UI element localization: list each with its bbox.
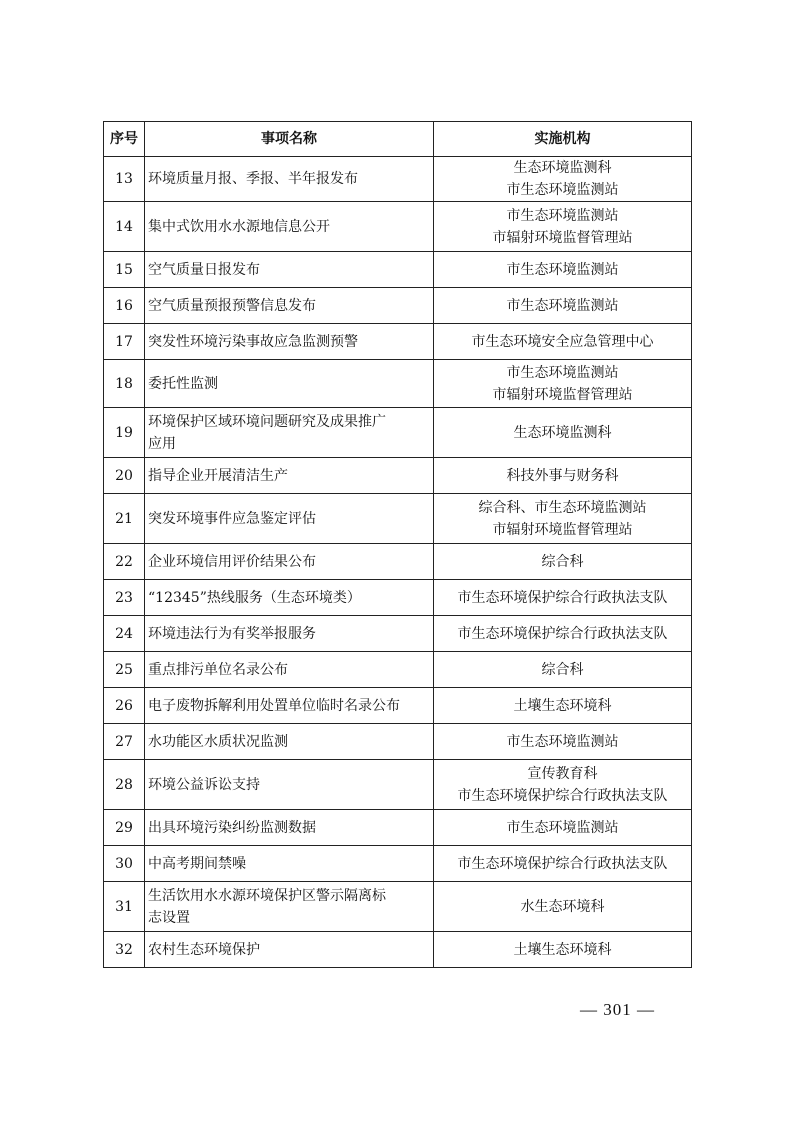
serial-number-cell: 20 — [104, 458, 145, 494]
agency-line: 市生态环境监测站 — [506, 364, 619, 381]
service-items-table — [103, 121, 692, 968]
item-name-line: 志设置 — [148, 909, 190, 926]
agency-line: 市生态环境监测站 — [506, 733, 619, 750]
item-name-cell — [145, 408, 434, 458]
implementing-agency-cell — [434, 846, 692, 882]
item-name-line: 集中式饮用水水源地信息公开 — [148, 218, 330, 235]
table-row — [104, 458, 692, 494]
agency-line: 市生态环境安全应急管理中心 — [471, 333, 654, 350]
table-row — [104, 157, 692, 202]
item-name-cell — [145, 652, 434, 688]
item-name-line: 企业环境信用评价结果公布 — [148, 553, 316, 570]
item-name-line: 突发环境事件应急鉴定评估 — [148, 510, 316, 527]
table-row — [104, 688, 692, 724]
serial-number-cell: 32 — [104, 932, 145, 968]
item-name-cell — [145, 616, 434, 652]
item-name-cell — [145, 252, 434, 288]
item-name-line: 电子废物拆解利用处置单位临时名录公布 — [148, 697, 400, 714]
item-name-cell — [145, 324, 434, 360]
item-name-cell — [145, 494, 434, 544]
agency-line: 综合科、市生态环境监测站 — [478, 499, 647, 516]
implementing-agency-cell — [434, 288, 692, 324]
item-name-line: 委托性监测 — [148, 375, 218, 392]
serial-number-cell: 22 — [104, 544, 145, 580]
agency-line: 市生态环境监测站 — [506, 297, 619, 314]
serial-number-cell: 21 — [104, 494, 145, 544]
serial-number-cell: 14 — [104, 202, 145, 252]
serial-number-cell: 24 — [104, 616, 145, 652]
agency-line: 土壤生态环境科 — [513, 697, 612, 714]
header-serial-number: 序号 — [104, 122, 145, 157]
implementing-agency-cell — [434, 544, 692, 580]
implementing-agency-cell — [434, 580, 692, 616]
table-row — [104, 932, 692, 968]
implementing-agency-cell — [434, 616, 692, 652]
item-name-cell — [145, 882, 434, 932]
table-row — [104, 288, 692, 324]
implementing-agency-cell — [434, 494, 692, 544]
table-row — [104, 580, 692, 616]
implementing-agency-cell — [434, 324, 692, 360]
item-name-cell — [145, 288, 434, 324]
agency-line: 生态环境监测科 — [513, 424, 612, 441]
serial-number-cell: 28 — [104, 760, 145, 810]
item-name-cell — [145, 760, 434, 810]
implementing-agency-cell — [434, 724, 692, 760]
item-name-line: 指导企业开展清洁生产 — [148, 467, 288, 484]
item-name-cell — [145, 932, 434, 968]
implementing-agency-cell — [434, 810, 692, 846]
implementing-agency-cell — [434, 882, 692, 932]
item-name-line: 环境保护区域环境问题研究及成果推广 — [148, 413, 386, 430]
serial-number-cell: 17 — [104, 324, 145, 360]
item-name-cell — [145, 360, 434, 408]
implementing-agency-cell — [434, 202, 692, 252]
item-name-line: 中高考期间禁噪 — [148, 855, 246, 872]
serial-number-cell: 30 — [104, 846, 145, 882]
table-header-row — [104, 122, 692, 157]
item-name-cell — [145, 810, 434, 846]
item-name-line: 重点排污单位名录公布 — [148, 661, 288, 678]
serial-number-cell: 15 — [104, 252, 145, 288]
item-name-line: 出具环境污染纠纷监测数据 — [148, 819, 316, 836]
item-name-line: 空气质量日报发布 — [148, 261, 260, 278]
agency-line: 市生态环境监测站 — [506, 819, 619, 836]
agency-line: 市辐射环境监督管理站 — [492, 229, 633, 246]
agency-line: 土壤生态环境科 — [513, 941, 612, 958]
table-row — [104, 324, 692, 360]
page-number: — 301 — — [580, 1000, 655, 1019]
table-row — [104, 846, 692, 882]
agency-line: 综合科 — [541, 553, 584, 570]
item-name-cell — [145, 580, 434, 616]
item-name-cell — [145, 202, 434, 252]
agency-line: 生态环境监测科 — [513, 160, 612, 176]
item-name-line: 环境违法行为有奖举报服务 — [148, 625, 316, 642]
serial-number-cell: 16 — [104, 288, 145, 324]
implementing-agency-cell — [434, 652, 692, 688]
header-implementing-agency: 实施机构 — [434, 122, 692, 157]
agency-line: 水生态环境科 — [520, 898, 605, 915]
agency-line: 市生态环境保护综合行政执法支队 — [457, 855, 668, 872]
serial-number-cell: 23 — [104, 580, 145, 616]
serial-number-cell: 31 — [104, 882, 145, 932]
table-row — [104, 760, 692, 810]
item-name-cell — [145, 688, 434, 724]
implementing-agency-cell — [434, 760, 692, 810]
agency-line: 市生态环境保护综合行政执法支队 — [457, 787, 668, 804]
item-name-cell — [145, 846, 434, 882]
table-row — [104, 360, 692, 408]
item-name-line: “12345”热线服务（生态环境类） — [148, 589, 361, 606]
agency-line: 市生态环境保护综合行政执法支队 — [457, 589, 668, 606]
table-row — [104, 810, 692, 846]
serial-number-cell: 27 — [104, 724, 145, 760]
agency-line: 市生态环境保护综合行政执法支队 — [457, 625, 668, 642]
agency-line: 宣传教育科 — [527, 765, 598, 782]
item-name-line: 环境公益诉讼支持 — [148, 776, 260, 793]
agency-line: 综合科 — [541, 661, 584, 678]
implementing-agency-cell — [434, 360, 692, 408]
table-row — [104, 544, 692, 580]
table-row — [104, 652, 692, 688]
table-row — [104, 724, 692, 760]
item-name-cell — [145, 724, 434, 760]
table-row — [104, 202, 692, 252]
table-row — [104, 882, 692, 932]
item-name-line: 生活饮用水水源环境保护区警示隔离标 — [148, 887, 386, 904]
implementing-agency-cell — [434, 688, 692, 724]
table-row — [104, 252, 692, 288]
serial-number-cell: 13 — [104, 157, 145, 202]
table-body — [104, 157, 692, 968]
table-row — [104, 494, 692, 544]
table-row — [104, 616, 692, 652]
agency-line: 市生态环境监测站 — [506, 261, 619, 278]
implementing-agency-cell — [434, 252, 692, 288]
agency-line: 市生态环境监测站 — [506, 182, 619, 198]
agency-line: 科技外事与财务科 — [506, 467, 619, 484]
implementing-agency-cell — [434, 458, 692, 494]
item-name-line: 水功能区水质状况监测 — [148, 733, 288, 750]
implementing-agency-cell — [434, 932, 692, 968]
item-name-cell — [145, 544, 434, 580]
serial-number-cell: 19 — [104, 408, 145, 458]
item-name-cell — [145, 458, 434, 494]
item-name-line: 环境质量月报、季报、半年报发布 — [148, 171, 358, 187]
agency-line: 市生态环境监测站 — [506, 207, 619, 224]
serial-number-cell: 25 — [104, 652, 145, 688]
serial-number-cell: 26 — [104, 688, 145, 724]
header-item-name: 事项名称 — [145, 122, 434, 157]
item-name-cell — [145, 157, 434, 202]
implementing-agency-cell — [434, 408, 692, 458]
agency-line: 市辐射环境监督管理站 — [492, 521, 633, 538]
item-name-line: 突发性环境污染事故应急监测预警 — [148, 333, 358, 350]
item-name-line: 空气质量预报预警信息发布 — [148, 297, 316, 314]
table-row — [104, 408, 692, 458]
item-name-line: 农村生态环境保护 — [148, 941, 260, 958]
item-name-line: 应用 — [148, 435, 176, 452]
agency-line: 市辐射环境监督管理站 — [492, 386, 633, 403]
implementing-agency-cell — [434, 157, 692, 202]
serial-number-cell: 18 — [104, 360, 145, 408]
serial-number-cell: 29 — [104, 810, 145, 846]
